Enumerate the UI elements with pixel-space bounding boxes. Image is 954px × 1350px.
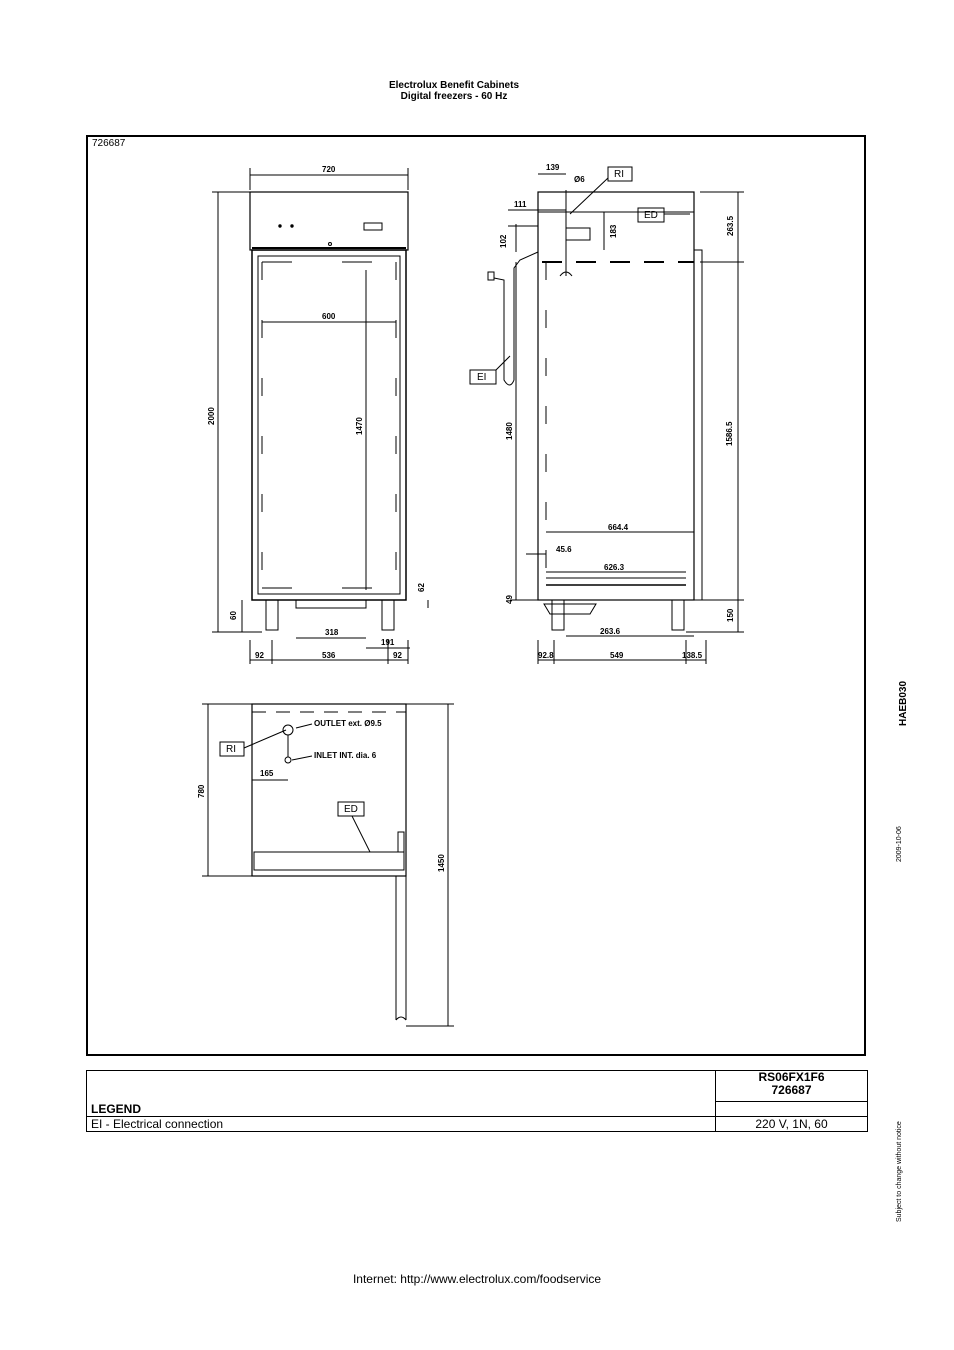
- dim-102: 102: [499, 234, 508, 248]
- dim-45-6: 45.6: [556, 545, 572, 554]
- label-inlet: INLET INT. dia. 6: [314, 751, 377, 760]
- side-view: [470, 167, 744, 664]
- dim-165: 165: [260, 769, 274, 778]
- dim-92-left: 92: [255, 651, 264, 660]
- dim-92-8: 92.8: [538, 651, 554, 660]
- legend-row: [87, 1117, 868, 1132]
- dim-49: 49: [505, 595, 514, 604]
- model-cell: [716, 1071, 868, 1102]
- legend-empty-cell: [716, 1102, 868, 1117]
- dim-138-5: 138.5: [682, 651, 703, 660]
- legend-heading: LEGEND: [87, 1071, 716, 1117]
- dim-780: 780: [197, 784, 206, 798]
- legend-row-label: EI - Electrical connection: [87, 1117, 716, 1132]
- dim-664-4: 664.4: [608, 523, 629, 532]
- dim-1480: 1480: [505, 422, 514, 440]
- legend-table: [86, 1070, 868, 1132]
- dim-191: 191: [381, 638, 395, 647]
- label-ri-side: RI: [614, 169, 624, 180]
- label-ei: EI: [477, 372, 487, 383]
- change-notice: Subject to change without notice: [896, 1121, 903, 1222]
- dim-2000: 2000: [207, 407, 216, 425]
- model-name: RS06FX1F6: [758, 1070, 825, 1084]
- dim-6: Ø6: [574, 175, 585, 184]
- header-title: Electrolux Benefit Cabinets: [388, 80, 520, 91]
- dim-1450: 1450: [437, 854, 446, 872]
- label-outlet: OUTLET ext. Ø9.5: [314, 719, 382, 728]
- dim-263-5: 263.5: [726, 215, 735, 236]
- dim-150: 150: [726, 608, 735, 622]
- model-code: 726687: [771, 1083, 812, 1097]
- dim-1470: 1470: [355, 417, 364, 435]
- dim-600: 600: [322, 312, 336, 321]
- legend-header-row: [87, 1071, 868, 1102]
- label-ri-top: RI: [226, 744, 236, 755]
- dim-536: 536: [322, 651, 336, 660]
- dim-92-right: 92: [393, 651, 402, 660]
- header-subtitle: Digital freezers - 60 Hz: [400, 91, 508, 102]
- dim-183: 183: [609, 224, 618, 238]
- label-ed-top: ED: [344, 804, 358, 815]
- sheet-code: HAEB030: [898, 680, 909, 726]
- footer-internet: Internet: http://www.electrolux.com/foodservice: [352, 1272, 602, 1286]
- dim-263-6: 263.6: [600, 627, 621, 636]
- dim-318: 318: [325, 628, 339, 637]
- dim-720: 720: [322, 165, 336, 174]
- dim-549: 549: [610, 651, 624, 660]
- dim-111: 111: [514, 200, 527, 209]
- dim-60: 60: [229, 611, 238, 620]
- sheet-date: 2009-10-06: [896, 826, 903, 862]
- dim-62: 62: [417, 583, 426, 592]
- legend-row-value: 220 V, 1N, 60: [716, 1117, 868, 1132]
- drawing-code: 726687: [92, 138, 126, 149]
- front-view: [212, 168, 428, 664]
- dim-139: 139: [546, 163, 560, 172]
- label-ed-side: ED: [644, 210, 658, 221]
- dim-1586-5: 1586.5: [725, 421, 734, 446]
- dim-626-3: 626.3: [604, 563, 625, 572]
